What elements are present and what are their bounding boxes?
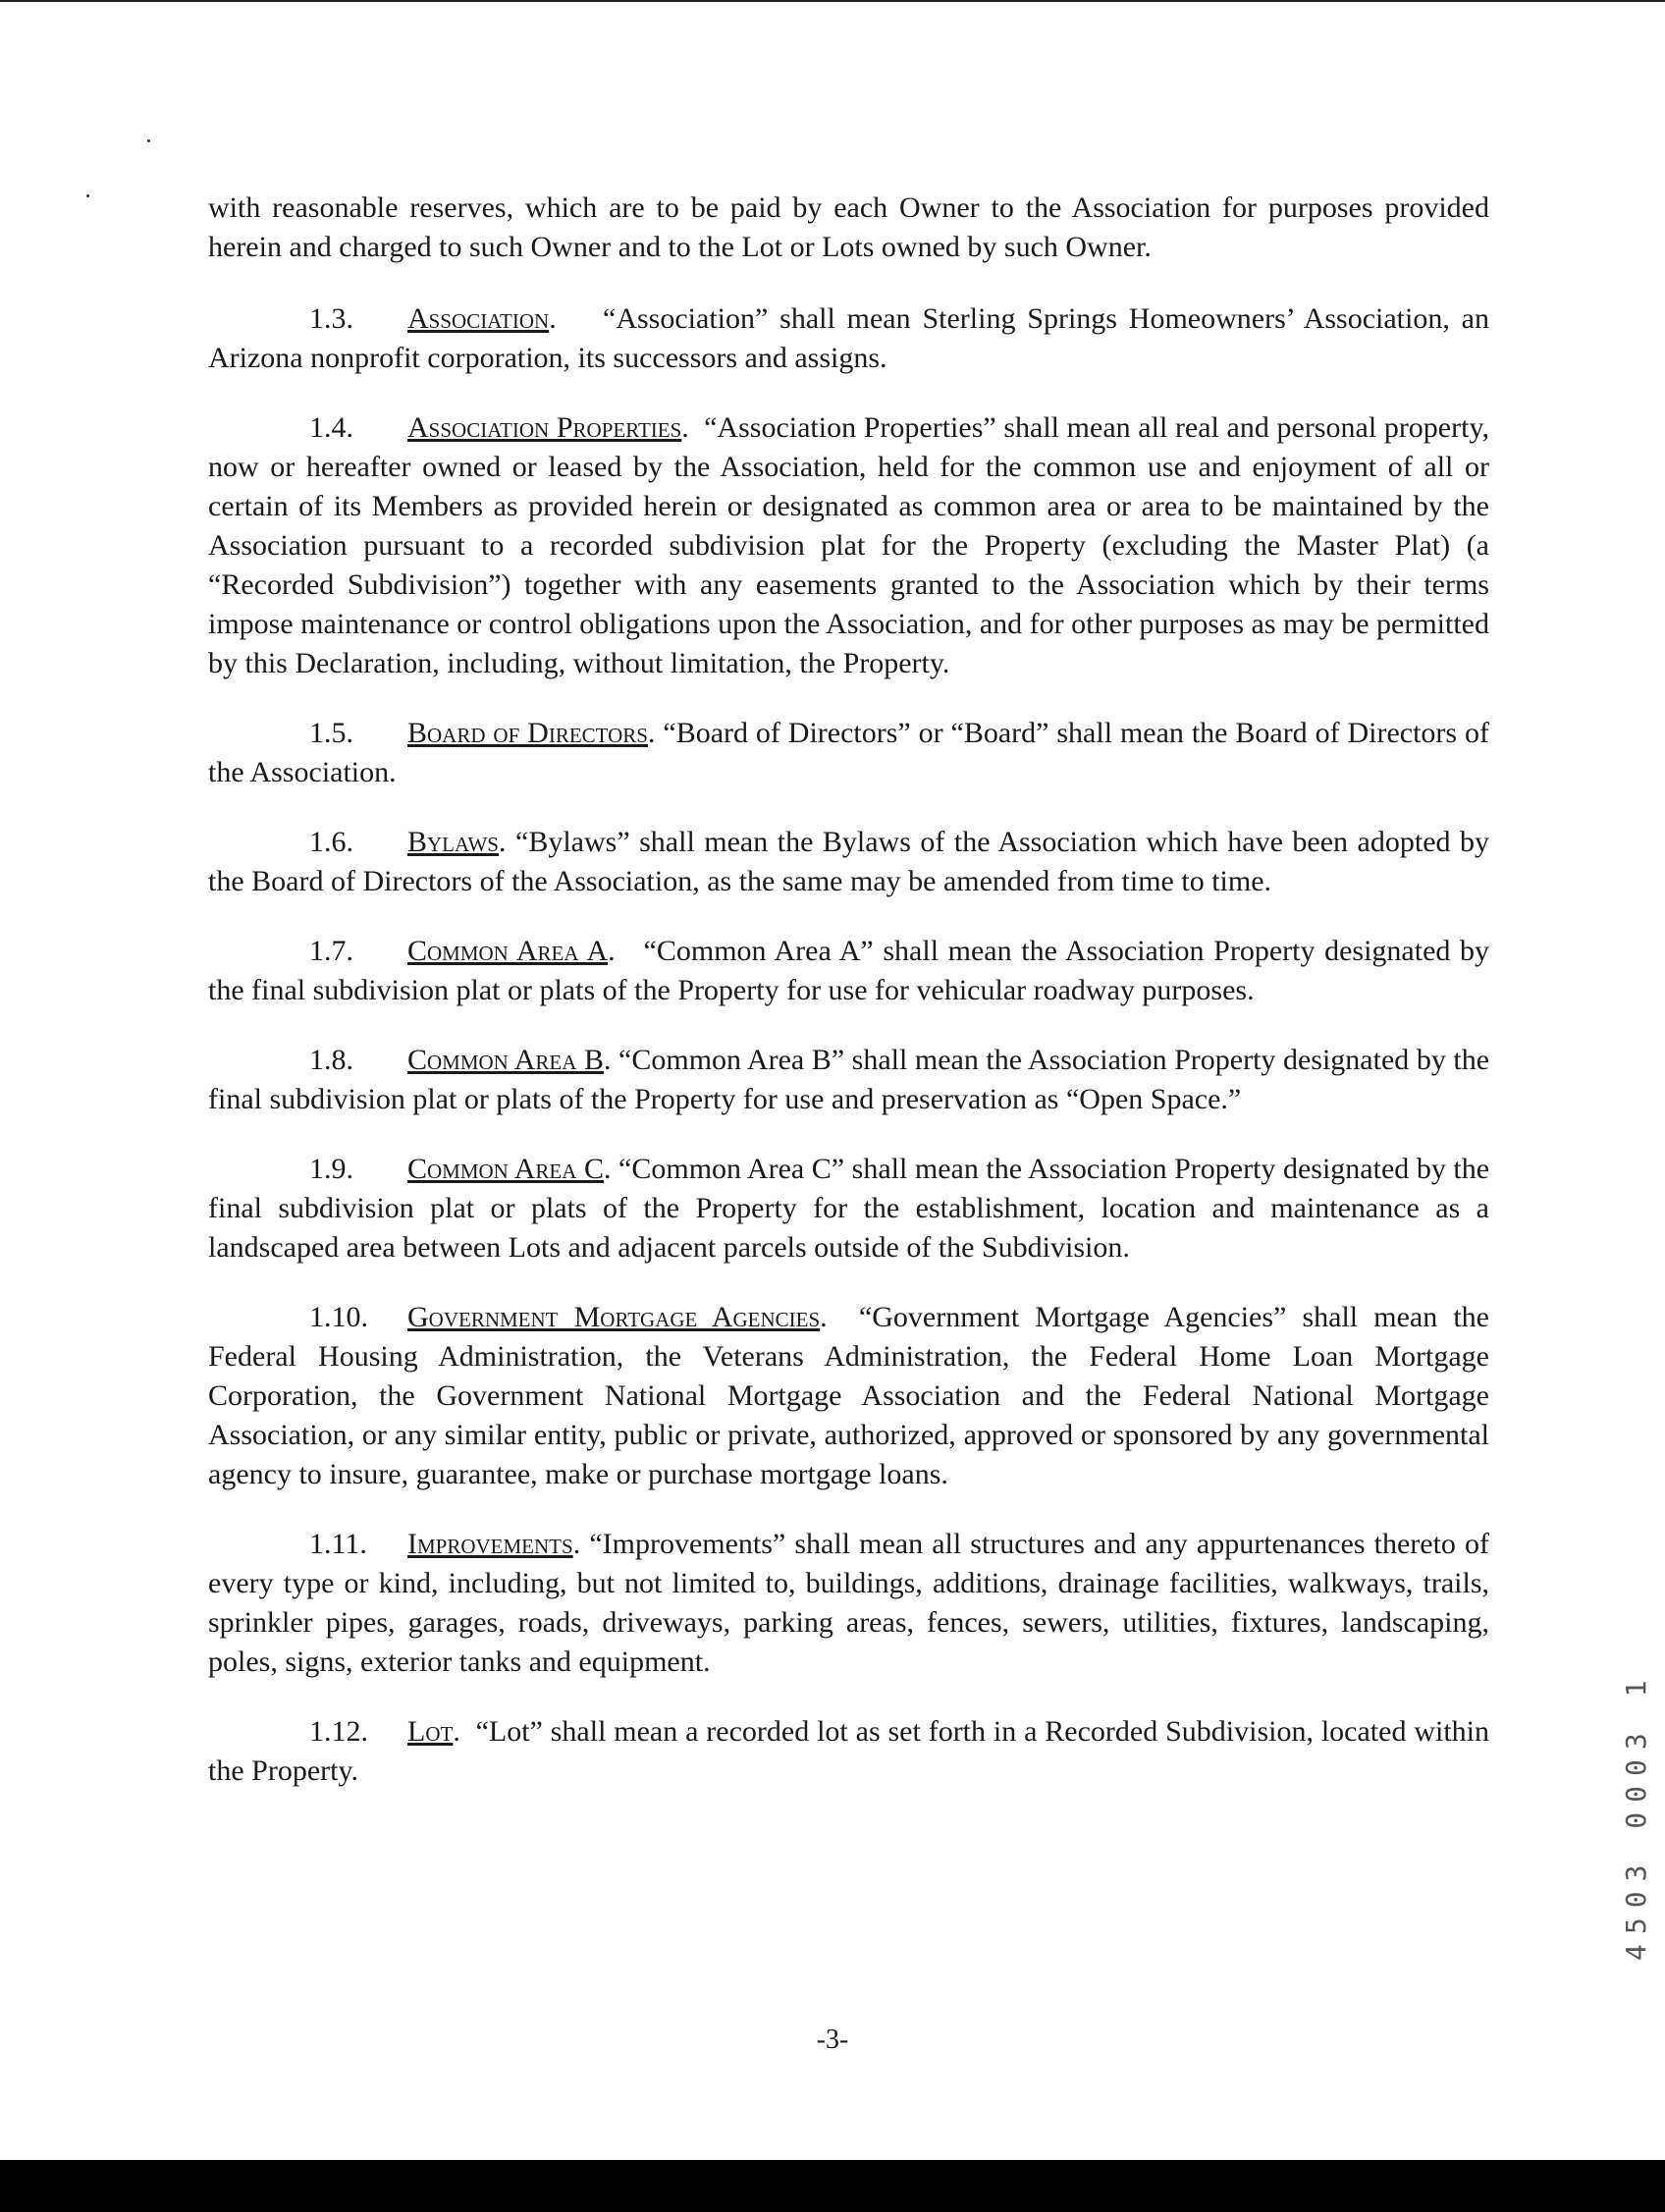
section-1-7: 1.7. Common Area A. “Common Area A” shall mean the Association Property designated by the final subdivision plat or plats of the Property for use for vehicular roadway purposes. bbox=[208, 932, 1489, 1010]
section-title: Association bbox=[407, 302, 550, 335]
section-body: “Bylaws” shall mean the Bylaws of the Association which have been adopted by the Board of Directors of the Association, as the same may be amended from time to time. bbox=[208, 826, 1489, 897]
section-title: Common Area B bbox=[407, 1044, 604, 1076]
scan-speck bbox=[147, 139, 150, 142]
section-title: Common Area C bbox=[407, 1153, 604, 1185]
continuation-paragraph: with reasonable reserves, which are to be paid by each Owner to the Association for purposes provided herein and charged to such Owner and to the Lot or Lots owned by such Owner. bbox=[208, 191, 1489, 263]
section-number: 1.4. bbox=[309, 411, 353, 444]
section-title: Association Properties bbox=[407, 411, 682, 444]
margin-recording-stamp: 4503 0003 1 bbox=[1620, 1670, 1652, 1961]
section-body: “Lot” shall mean a recorded lot as set forth in a Recorded Subdivision, located within the Property. bbox=[208, 1715, 1489, 1787]
section-number: 1.10. bbox=[309, 1301, 368, 1333]
section-number: 1.8. bbox=[309, 1044, 353, 1076]
section-body: “Association” shall mean Sterling Springs Homeowners’ Association, an Arizona nonprofit corporation, its successors and assigns. bbox=[208, 302, 1489, 374]
section-body: “Association Properties” shall mean all real and personal property, now or hereafter owned or leased by the Association, held for the common use and enjoyment of all or certain of its Members as provided herein or designated as common area or area to be maintained by the Association pursuant to a recorded subdivision plat for the Property (excluding the Master Plat) (a “Recorded Subdivision”) together with any easements granted to the Association which by their terms impose maintenance or control obligations upon the Association, and for other purposes as may be permitted by this Declaration, including, without limitation, the Property. bbox=[208, 411, 1490, 679]
section-title: Bylaws bbox=[407, 826, 499, 858]
section-number: 1.11. bbox=[309, 1528, 367, 1560]
scan-border-bottom bbox=[0, 2160, 1665, 2212]
page-number: -3- bbox=[816, 2024, 849, 2055]
section-1-5: 1.5. Board of Directors. “Board of Directors” or “Board” shall mean the Board of Directors of the Association. bbox=[208, 714, 1489, 792]
section-1-11: 1.11. Improvements. “Improvements” shall mean all structures and any appurtenances thereto of every type or kind, including, but not limited to, buildings, additions, drainage facilities, walkways, trails, sprinkler pipes, garages, roads, driveways, parking areas, fences, sewers, utilities, fixtures, landscaping, poles, signs, exterior tanks and equipment. bbox=[208, 1525, 1489, 1682]
section-1-9: 1.9. Common Area C. “Common Area C” shall mean the Association Property designated by the final subdivision plat or plats of the Property for the establishment, location and maintenance as a landscaped area between Lots and adjacent parcels outside of the Subdivision. bbox=[208, 1150, 1489, 1268]
section-body: “Common Area A” shall mean the Association Property designated by the final subdivision plat or plats of the Property for use for vehicular roadway purposes. bbox=[208, 935, 1490, 1006]
section-number: 1.6. bbox=[309, 826, 353, 858]
section-title: Lot bbox=[407, 1715, 454, 1748]
section-1-12: 1.12. Lot. “Lot” shall mean a recorded lot as set forth in a Recorded Subdivision, located within the Property. bbox=[208, 1712, 1489, 1791]
section-1-10: 1.10. Government Mortgage Agencies. “Government Mortgage Agencies” shall mean the Federal Housing Administration, the Veterans Administration, the Federal Home Loan Mortgage Corporation, the Government National Mortgage Association and the Federal National Mortgage Association, or any similar entity, public or private, authorized, approved or sponsored by any governmental agency to insure, guarantee, make or purchase mortgage loans. bbox=[208, 1298, 1489, 1494]
section-number: 1.3. bbox=[309, 302, 353, 335]
document-body bbox=[208, 189, 1489, 1821]
section-title: Common Area A bbox=[407, 935, 609, 967]
section-1-3: 1.3. Association. “Association” shall mean Sterling Springs Homeowners’ Association, an Arizona nonprofit corporation, its successors and assigns. bbox=[208, 299, 1489, 378]
section-1-8: 1.8. Common Area B. “Common Area B” shall mean the Association Property designated by the final subdivision plat or plats of the Property for use and preservation as “Open Space.” bbox=[208, 1041, 1489, 1119]
section-body: “Common Area B” shall mean the Association Property designated by the final subdivision plat or plats of the Property for use and preservation as “Open Space.” bbox=[208, 1044, 1490, 1115]
section-number: 1.5. bbox=[309, 717, 353, 749]
section-body: “Improvements” shall mean all structures and any appurtenances thereto of every type or kind, including, but not limited to, buildings, additions, drainage facilities, walkways, trails, sprinkler pipes, garages, roads, driveways, parking areas, fences, sewers, utilities, fixtures, landscaping, poles, signs, exterior tanks and equipment. bbox=[208, 1528, 1490, 1678]
section-number: 1.12. bbox=[309, 1715, 368, 1748]
section-1-6: 1.6. Bylaws. “Bylaws” shall mean the Bylaws of the Association which have been adopted by the Board of Directors of the Association, as the same may be amended from time to time. bbox=[208, 823, 1489, 901]
section-body: “Government Mortgage Agencies” shall mean the Federal Housing Administration, the Veterans Administration, the Federal Home Loan Mortgage Corporation, the Government National Mortgage Association and the Federal National Mortgage Association, or any similar entity, public or private, authorized, approved or sponsored by any governmental agency to insure, guarantee, make or purchase mortgage loans. bbox=[208, 1301, 1489, 1490]
section-1-4: 1.4. Association Properties. “Association Properties” shall mean all real and personal property, now or hereafter owned or leased by the Association, held for the common use and enjoyment of all or certain of its Members as provided herein or designated as common area or area to be maintained by the Association pursuant to a recorded subdivision plat for the Property (excluding the Master Plat) (a “Recorded Subdivision”) together with any easements granted to the Association which by their terms impose maintenance or control obligations upon the Association, and for other purposes as may be permitted by this Declaration, including, without limitation, the Property. bbox=[208, 408, 1489, 683]
section-title: Board of Directors bbox=[407, 717, 648, 749]
scan-speck bbox=[86, 194, 89, 197]
section-title: Improvements bbox=[407, 1528, 573, 1560]
section-number: 1.7. bbox=[309, 935, 353, 967]
section-body: “Common Area C” shall mean the Association Property designated by the final subdivision plat or plats of the Property for the establishment, location and maintenance as a landscaped area between Lots and adjacent parcels outside of the Subdivision. bbox=[208, 1153, 1490, 1264]
section-body: “Board of Directors” or “Board” shall mean the Board of Directors of the Association. bbox=[208, 717, 1489, 788]
section-title: Government Mortgage Agencies bbox=[407, 1301, 821, 1333]
section-number: 1.9. bbox=[309, 1153, 353, 1185]
